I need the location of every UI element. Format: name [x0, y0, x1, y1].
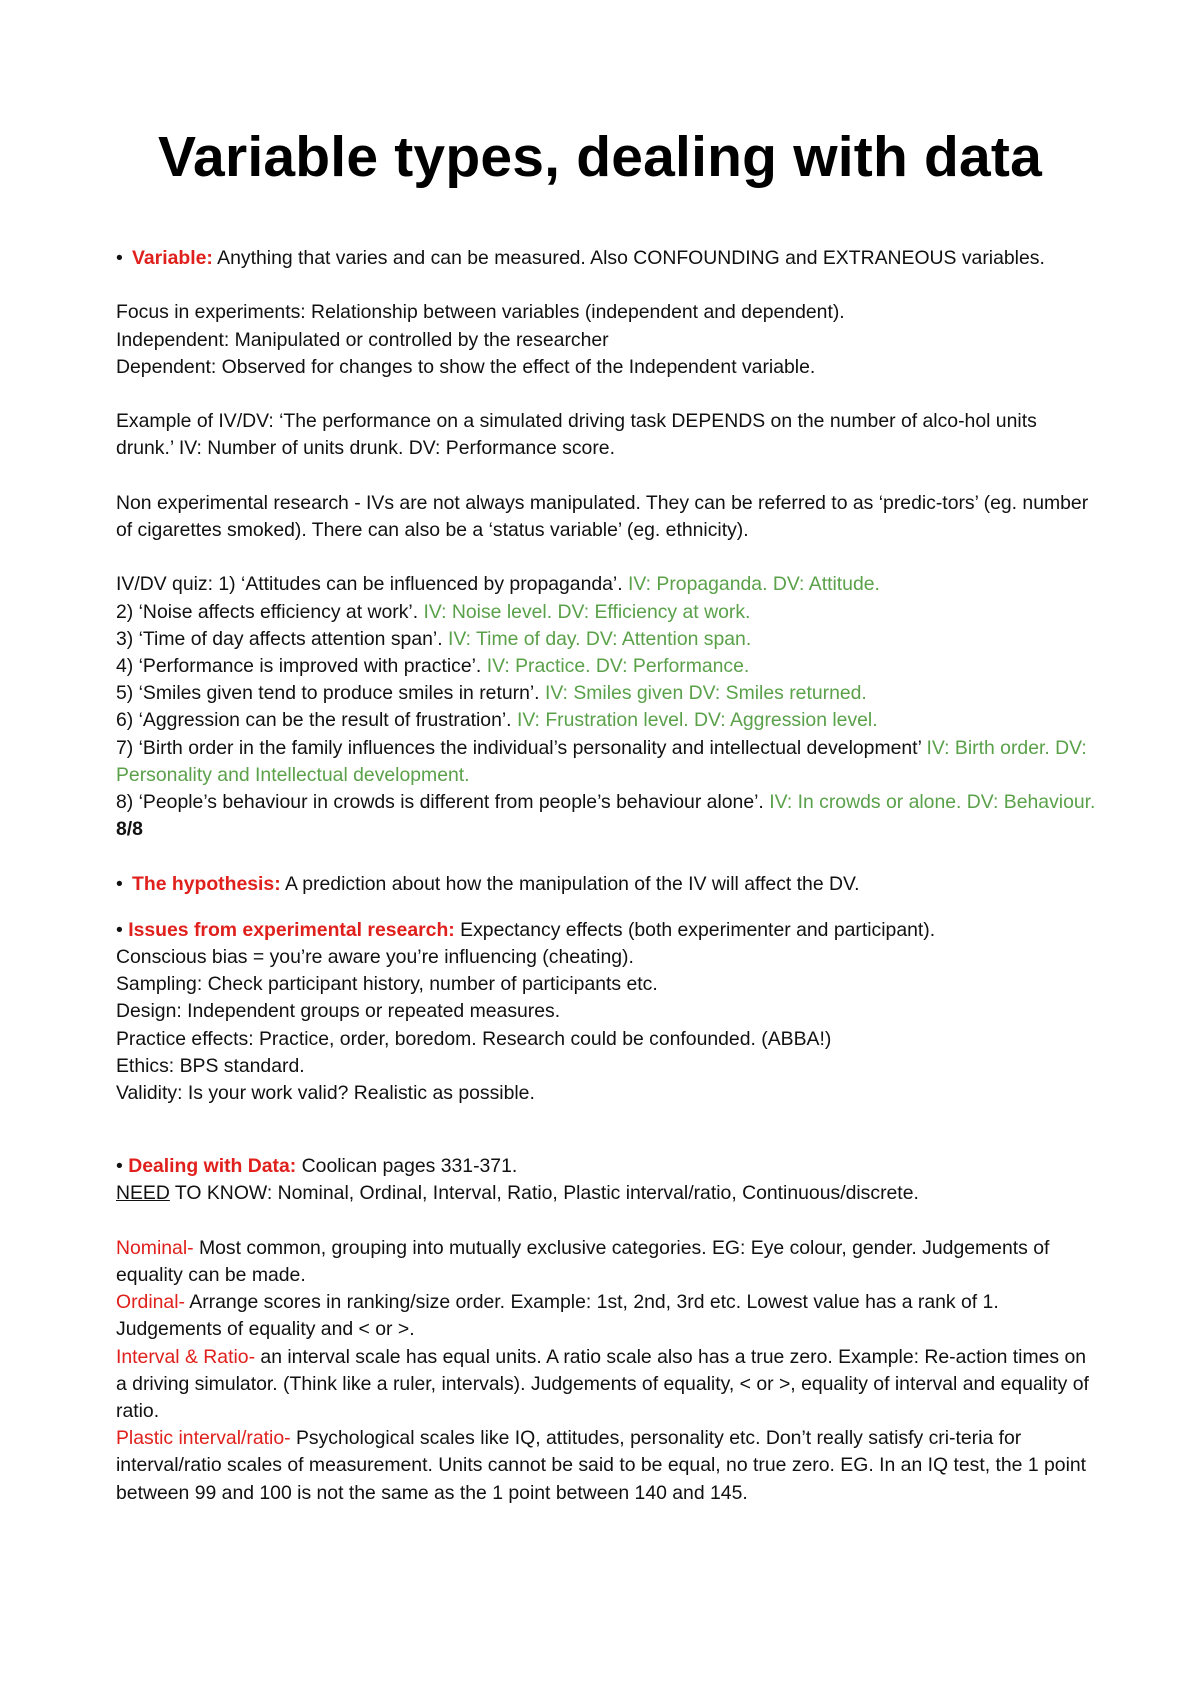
quiz-item: IV/DV quiz: 1) ‘Attitudes can be influenced by propaganda’. IV: Propaganda. DV: Attitude.: [116, 573, 880, 596]
quiz-item: 5) ‘Smiles given tend to produce smiles in return’. IV: Smiles given DV: Smiles returned.: [116, 682, 867, 705]
quiz-answer: IV: Propaganda. DV: Attitude.: [628, 573, 880, 596]
quiz-answer: IV: Time of day. DV: Attention span.: [447, 627, 752, 650]
need-to-know: [116, 1180, 1096, 1207]
hypothesis-label: The hypothesis:: [132, 872, 281, 895]
variable-label: Variable:: [132, 247, 213, 269]
issues-section: [116, 917, 1096, 1107]
ivdv-example: Example of IV/DV: ‘The performance on a simulated driving task DEPENDS on the number of alco-hol units drunk.’ IV: Number of units drunk. DV: Performance score.: [116, 410, 1037, 460]
variable-definition: [116, 245, 1096, 272]
quiz-item: 2) ‘Noise affects efficiency at work’. IV: Noise level. DV: Efficiency at work.: [116, 600, 751, 623]
quiz-item: 7) ‘Birth order in the family influences the individual’s personality and intellectual development’ IV: Birth order. DV: Personality and Intellectual development.: [116, 736, 1087, 786]
focus-line-3: Dependent: Observed for changes to show the effect of the Independent variable.: [116, 355, 816, 378]
hypothesis-text: A prediction about how the manipulation of the IV will affect the DV.: [285, 872, 860, 895]
focus-line-1: Focus in experiments: Relationship between variables (independent and dependent).: [116, 301, 845, 324]
dealing-label: Dealing with Data:: [128, 1155, 297, 1178]
quiz-score: 8/8: [116, 818, 143, 841]
scale-label: Plastic interval/ratio-: [116, 1427, 291, 1450]
document-body: [116, 245, 1096, 1507]
quiz-item: 4) ‘Performance is improved with practice’. IV: Practice. DV: Performance.: [116, 654, 750, 677]
focus-line-2: Independent: Manipulated or controlled by the researcher: [116, 328, 609, 351]
scale-label: Ordinal-: [116, 1291, 185, 1314]
hypothesis-definition: [116, 871, 1096, 898]
scale-item: Interval & Ratio- an interval scale has equal units. A ratio scale also has a true zero. Example: Re-action times on a driving simulator. (Think like a ruler, intervals). Judgements of equality, < or >, equality of interval and equality of ratio.: [116, 1345, 1089, 1423]
quiz-answer: IV: In crowds or alone. DV: Behaviour.: [769, 791, 1096, 813]
quiz-answer: IV: Smiles given DV: Smiles returned.: [544, 682, 867, 705]
scale-item: Plastic interval/ratio- Psychological scales like IQ, attitudes, personality etc. Don’t really satisfy cri-teria for interval/ratio scales of measurement. Units cannot be said to be equal, no true zero. EG. In an IQ test, the 1 point between 99 and 100 is not the same as the 1 point between 140 and 145.: [116, 1427, 1087, 1504]
issues-line: Ethics: BPS standard.: [116, 1054, 305, 1077]
bullet-icon: •: [116, 918, 123, 941]
issues-text: Expectancy effects (both experimenter and participant).: [460, 918, 936, 941]
scale-item: Nominal- Most common, grouping into mutually exclusive categories. EG: Eye colour, gender. Judgements of equality can be made.: [116, 1236, 1050, 1287]
quiz-item: 3) ‘Time of day affects attention span’. IV: Time of day. DV: Attention span.: [116, 627, 752, 650]
variable-text: Anything that varies and can be measured. Also CONFOUNDING and EXTRANEOUS variables.: [217, 247, 1045, 269]
quiz-answer: IV: Frustration level. DV: Aggression level.: [516, 709, 878, 732]
issues-heading: [116, 917, 1096, 944]
dealing-text: Coolican pages 331-371.: [301, 1155, 518, 1178]
bullet-icon: •: [116, 247, 123, 269]
issues-line: Conscious bias = you’re aware you’re influencing (cheating).: [116, 946, 634, 968]
scale-label: Interval & Ratio-: [116, 1345, 256, 1368]
measurement-scales: [116, 1235, 1096, 1507]
need-underlined: NEED: [116, 1182, 170, 1205]
issues-line: Sampling: Check participant history, number of participants etc.: [116, 973, 658, 996]
page-title: Variable types, dealing with data: [157, 125, 1043, 189]
non-experimental-research: Non experimental research - IVs are not always manipulated. They can be referred to as ‘predic-tors’ (eg. number of cigarettes smoked). There can also be a ‘status variable’ (eg. ethnicity).: [116, 491, 1089, 541]
issues-label: Issues from experimental research:: [128, 918, 455, 941]
quiz-answer: IV: Practice. DV: Performance.: [486, 654, 750, 677]
dealing-with-data-section: [116, 1153, 1096, 1207]
scale-item: Ordinal- Arrange scores in ranking/size order. Example: 1st, 2nd, 3rd etc. Lowest value has a rank of 1. Judgements of equality and < or >.: [116, 1291, 999, 1341]
dealing-heading: [116, 1153, 1096, 1180]
issues-line: Design: Independent groups or repeated measures.: [116, 1000, 561, 1023]
issues-line: Validity: Is your work valid? Realistic as possible.: [116, 1082, 535, 1105]
quiz-item: 6) ‘Aggression can be the result of frustration’. IV: Frustration level. DV: Aggression level.: [116, 709, 878, 732]
quiz-answer: IV: Birth order. DV: Personality and Intellectual development.: [116, 736, 1087, 786]
quiz-item: 8) ‘People’s behaviour in crowds is different from people’s behaviour alone’. IV: In crowds or alone. DV: Behaviour.: [116, 791, 1096, 813]
ivdv-quiz: [116, 571, 1096, 843]
quiz-answer: IV: Noise level. DV: Efficiency at work.: [423, 600, 751, 623]
need-rest: TO KNOW: Nominal, Ordinal, Interval, Ratio, Plastic interval/ratio, Continuous/discrete.: [169, 1182, 919, 1205]
issues-line: Practice effects: Practice, order, boredom. Research could be confounded. (ABBA!): [116, 1027, 832, 1050]
bullet-icon: •: [116, 1155, 123, 1178]
scale-label: Nominal-: [116, 1236, 194, 1259]
bullet-icon: •: [116, 872, 123, 895]
